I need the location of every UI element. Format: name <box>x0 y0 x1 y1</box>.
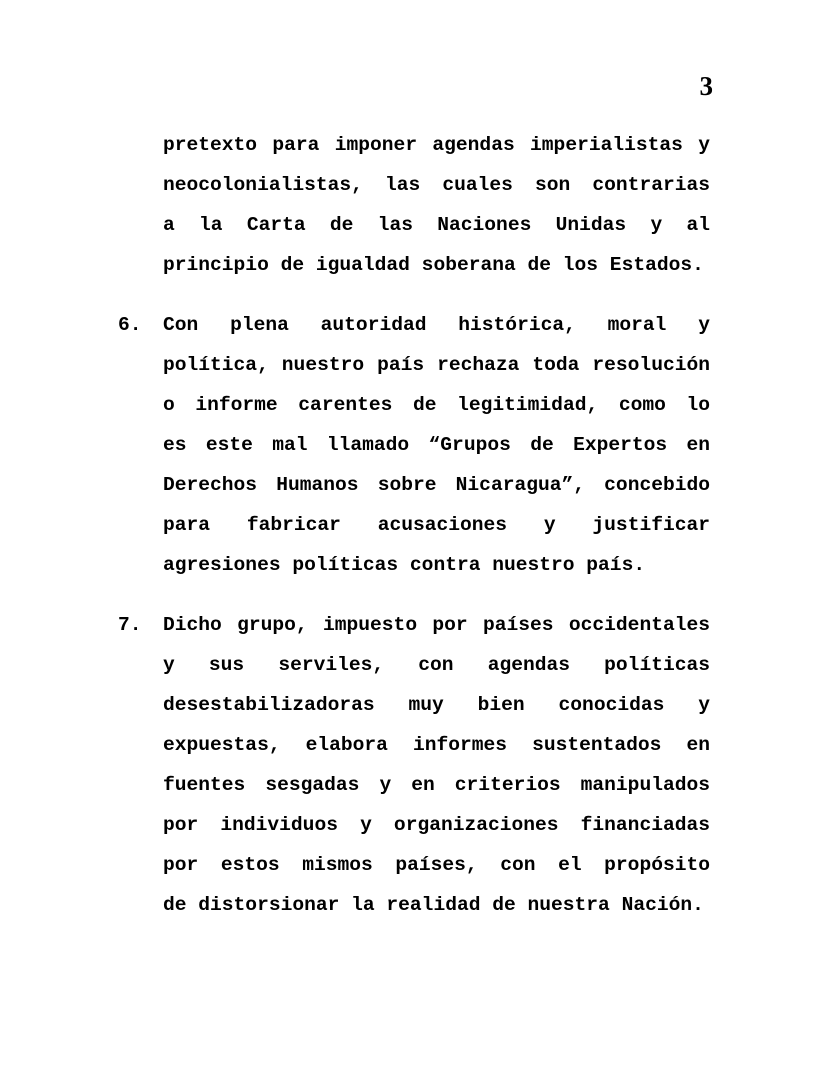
page-number: 3 <box>699 71 713 101</box>
paragraph-line: pretexto para imponer agendas imperialistas y <box>163 134 710 156</box>
document-body <box>118 125 710 925</box>
paragraph-line: para fabricar acusaciones y justificar <box>163 514 710 536</box>
paragraph-line: desestabilizadoras muy bien conocidas y <box>163 694 710 716</box>
paragraph-line: es este mal llamado “Grupos de Expertos en <box>163 434 710 456</box>
paragraph-line: agresiones políticas contra nuestro país. <box>163 554 646 576</box>
paragraph-line: Con plena autoridad histórica, moral y <box>163 314 710 336</box>
paragraph-line: por individuos y organizaciones financiadas <box>163 814 710 836</box>
paragraph-line: o informe carentes de legitimidad, como lo <box>163 394 710 416</box>
paragraph-line: de distorsionar la realidad de nuestra Nación. <box>163 894 704 916</box>
paragraph-line: expuestas, elabora informes sustentados en <box>163 734 710 756</box>
paragraph-line: Dicho grupo, impuesto por países occidentales <box>163 614 710 636</box>
paragraph-line: por estos mismos países, con el propósito <box>163 854 710 876</box>
paragraph-marker: 6. <box>118 314 142 336</box>
paragraph-line: política, nuestro país rechaza toda resolución <box>163 354 710 376</box>
paragraph-line: y sus serviles, con agendas políticas <box>163 654 710 676</box>
paragraph-line: neocolonialistas, las cuales son contrarias <box>163 174 710 196</box>
paragraph-line: principio de igualdad soberana de los Estados. <box>163 254 704 276</box>
paragraph <box>118 125 710 285</box>
paragraph-marker: 7. <box>118 614 142 636</box>
paragraph-line: Derechos Humanos sobre Nicaragua”, concebido <box>163 474 710 496</box>
paragraph <box>118 305 710 585</box>
paragraph <box>118 605 710 925</box>
paragraph-line: fuentes sesgadas y en criterios manipulados <box>163 774 710 796</box>
paragraph-line: a la Carta de las Naciones Unidas y al <box>163 214 710 236</box>
